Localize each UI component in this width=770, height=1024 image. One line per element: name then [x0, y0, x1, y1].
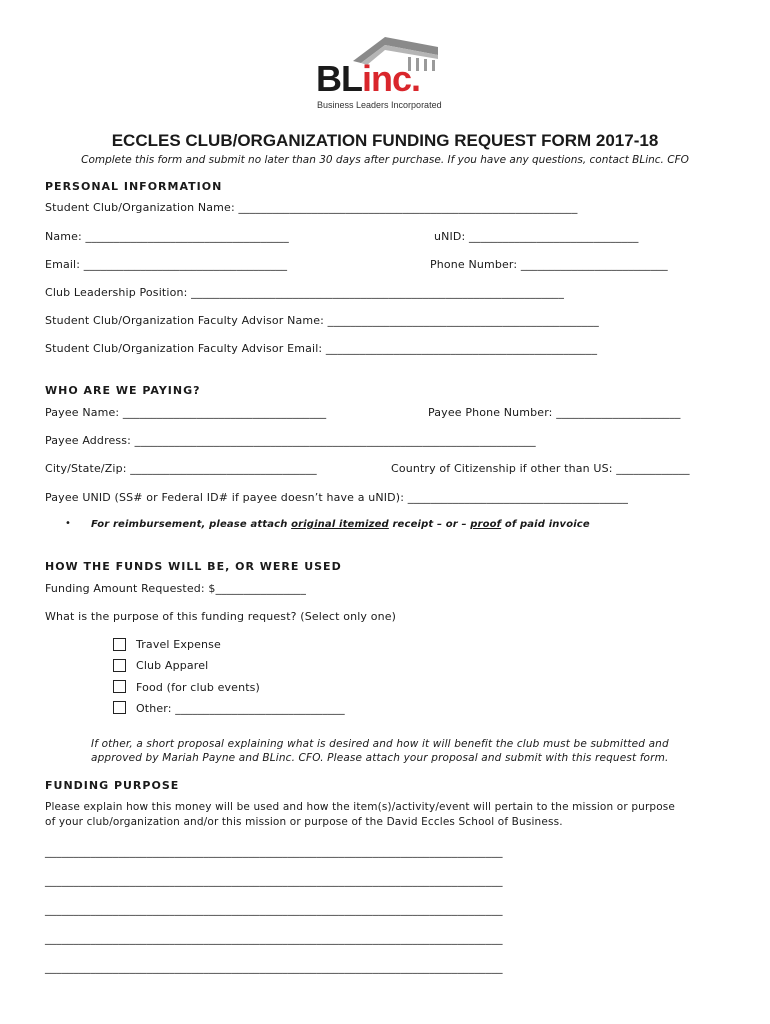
phone-field[interactable]: Phone Number: __________________________ — [430, 258, 668, 271]
checkbox-food[interactable] — [113, 680, 126, 693]
checkbox-travel[interactable] — [113, 638, 126, 651]
purpose-instructions-line2: of your club/organization and/or this mission or purpose of the David Eccles School of Business. — [45, 816, 563, 828]
purpose-answer-line[interactable]: _________________________________________________________________________________ — [45, 961, 503, 974]
payee-unid-field[interactable]: Payee UNID (SS# or Federal ID# if payee doesn’t have a uNID): _______________________________________ — [45, 491, 629, 504]
option-apparel-label: Club Apparel — [136, 659, 209, 672]
note-mid: receipt – or – — [388, 519, 471, 530]
funding-amount-field[interactable]: Funding Amount Requested: $________________ — [45, 582, 306, 595]
leadership-position-field[interactable]: Club Leadership Position: __________________________________________________________________ — [45, 286, 564, 299]
logo-tagline: Business Leaders Incorporated — [317, 100, 442, 110]
section-heading-personal: PERSONAL INFORMATION — [45, 180, 223, 193]
section-heading-payee: WHO ARE WE PAYING? — [45, 384, 201, 397]
advisor-name-field[interactable]: Student Club/Organization Faculty Advisor Name: ________________________________________________ — [45, 314, 599, 327]
logo-bl: BL — [316, 58, 362, 99]
city-state-zip-field[interactable]: City/State/Zip: _________________________________ — [45, 462, 317, 475]
purpose-instructions-line1: Please explain how this money will be used and how the item(s)/activity/event will pertain to the mission or purpose — [45, 801, 676, 813]
purpose-question: What is the purpose of this funding request? (Select only one) — [45, 610, 397, 623]
club-name-field[interactable]: Student Club/Organization Name: ____________________________________________________________ — [45, 201, 578, 214]
name-field[interactable]: Name: ____________________________________ — [45, 230, 289, 243]
option-other-label[interactable]: Other: ______________________________ — [136, 702, 345, 715]
purpose-answer-line[interactable]: _________________________________________________________________________________ — [45, 932, 503, 945]
bullet-icon: • — [65, 518, 72, 529]
other-note-line2: approved by Mariah Payne and BLinc. CFO. Please attach your proposal and submit with this request form. — [91, 752, 669, 764]
purpose-answer-line[interactable]: _________________________________________________________________________________ — [45, 845, 503, 858]
note-proof: proof — [470, 519, 502, 530]
section-heading-purpose: FUNDING PURPOSE — [45, 779, 180, 792]
advisor-email-field[interactable]: Student Club/Organization Faculty Advisor Email: ________________________________________________ — [45, 342, 598, 355]
purpose-answer-line[interactable]: _________________________________________________________________________________ — [45, 903, 503, 916]
note-original-itemized: original itemized — [291, 519, 389, 530]
option-travel-label: Travel Expense — [136, 638, 221, 651]
page-subtitle: Complete this form and submit no later than 30 days after purchase. If you have any questions, contact BLinc. CFO — [81, 154, 689, 166]
payee-address-field[interactable]: Payee Address: _______________________________________________________________________ — [45, 434, 536, 447]
email-field[interactable]: Email: ____________________________________ — [45, 258, 288, 271]
checkbox-apparel[interactable] — [113, 659, 126, 672]
reimbursement-note — [91, 518, 590, 532]
unid-field[interactable]: uNID: ______________________________ — [434, 230, 639, 243]
purpose-answer-line[interactable]: _________________________________________________________________________________ — [45, 874, 503, 887]
payee-name-field[interactable]: Payee Name: ____________________________________ — [45, 406, 327, 419]
blinc-logo — [313, 33, 458, 113]
option-food-label: Food (for club events) — [136, 681, 260, 694]
note-prefix: For reimbursement, please attach — [91, 519, 292, 530]
country-field[interactable]: Country of Citizenship if other than US: _____________ — [391, 462, 690, 475]
section-heading-funds: HOW THE FUNDS WILL BE, OR WERE USED — [45, 560, 342, 573]
other-note-line1: If other, a short proposal explaining what is desired and how it will benefit the club must be submitted and — [91, 738, 669, 750]
note-suffix: of paid invoice — [501, 519, 590, 530]
logo-inc: inc. — [362, 58, 421, 99]
payee-phone-field[interactable]: Payee Phone Number: ______________________ — [428, 406, 681, 419]
checkbox-other[interactable] — [113, 701, 126, 714]
page-title: ECCLES CLUB/ORGANIZATION FUNDING REQUEST FORM 2017-18 — [111, 131, 659, 150]
